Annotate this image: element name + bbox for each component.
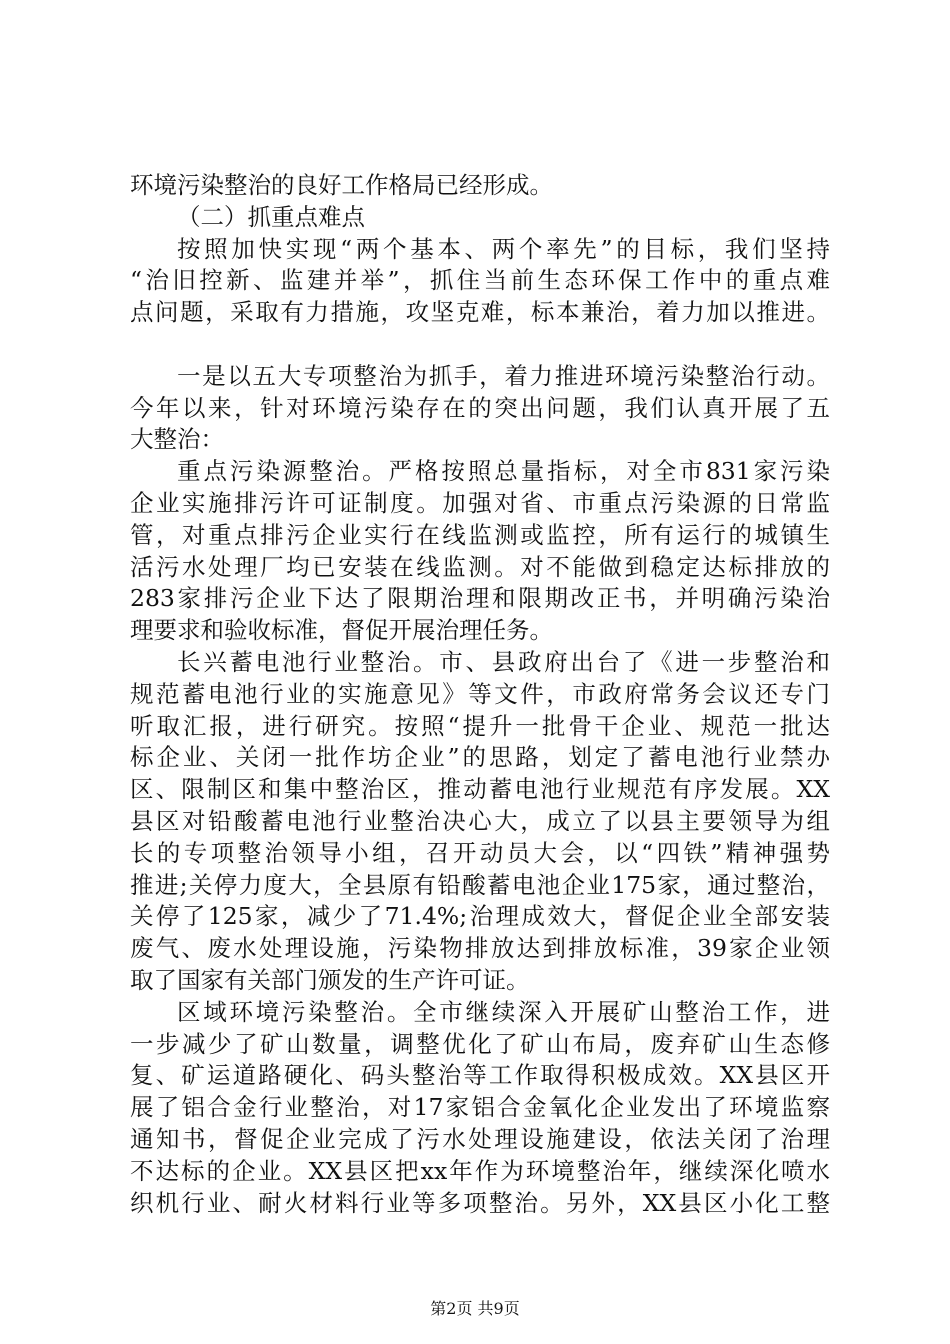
text-line: 通知书，督促企业完成了污水处理设施建设，依法关闭了治理 (130, 1124, 830, 1153)
text-line: 重点污染源整治。严格按照总量指标，对全市831家污染 (177, 457, 830, 486)
text-line: 按照加快实现“两个基本、两个率先”的目标，我们坚持 (177, 234, 830, 263)
text-line: 关停了125家，减少了71.4%;治理成效大，督促企业全部安装 (130, 902, 830, 931)
paragraph-gap (130, 329, 830, 361)
text-line: 县区对铅酸蓄电池行业整治决心大，成立了以县主要领导为组 (130, 806, 830, 835)
document-body (130, 170, 830, 1219)
text-line: 不达标的企业。XX县区把xx年作为环境整治年，继续深化喷水 (130, 1156, 830, 1185)
text-line: 点问题，采取有力措施，攻坚克难，标本兼治，着力加以推进。 (130, 298, 830, 327)
text-line: 长兴蓄电池行业整治。市、县政府出台了《进一步整治和 (177, 647, 830, 676)
text-line: 一步减少了矿山数量，调整优化了矿山布局，废弃矿山生态修 (130, 1029, 830, 1058)
text-line: 规范蓄电池行业的实施意见》等文件，市政府常务会议还专门 (130, 679, 830, 708)
text-line: 标企业、关闭一批作坊企业”的思路，划定了蓄电池行业禁办 (130, 743, 830, 772)
text-line: 283家排污企业下达了限期治理和限期改正书，并明确污染治 (130, 584, 830, 613)
text-line: 一是以五大专项整治为抓手，着力推进环境污染整治行动。 (177, 361, 830, 390)
page-number-footer: 第2页 共9页 (430, 1299, 520, 1318)
text-line: 取了国家有关部门颁发的生产许可证。 (130, 965, 530, 994)
text-line: 环境污染整治的良好工作格局已经形成。 (130, 171, 553, 199)
text-line: 听取汇报，进行研究。按照“提升一批骨干企业、规范一批达 (130, 711, 830, 740)
text-line: 推进;关停力度大，全县原有铅酸蓄电池企业175家，通过整治， (130, 870, 830, 899)
text-line: “治旧控新、监建并举”，抓住当前生态环保工作中的重点难 (130, 266, 830, 295)
text-line: 活污水处理厂均已安装在线监测。对不能做到稳定达标排放的 (130, 552, 830, 581)
section-heading: （二）抓重点难点 (177, 202, 365, 231)
text-line: 展了铝合金行业整治，对17家铝合金氧化企业发出了环境监察 (130, 1093, 830, 1122)
text-line: 今年以来，针对环境污染存在的突出问题，我们认真开展了五 (130, 393, 830, 422)
text-line: 复、矿运道路硬化、码头整治等工作取得积极成效。XX县区开 (130, 1061, 830, 1090)
text-line: 废气、废水处理设施，污染物排放达到排放标准，39家企业领 (130, 934, 830, 963)
text-line: 理要求和验收标准，督促开展治理任务。 (130, 616, 553, 645)
text-line: 长的专项整治领导小组，召开动员大会，以“四铁”精神强势 (130, 838, 830, 867)
text-line: 区域环境污染整治。全市继续深入开展矿山整治工作，进 (177, 997, 830, 1026)
text-line: 织机行业、耐火材料行业等多项整治。另外，XX县区小化工整 (130, 1188, 830, 1217)
text-line: 区、限制区和集中整治区，推动蓄电池行业规范有序发展。XX (130, 775, 830, 804)
text-line: 管，对重点排污企业实行在线监测或监控，所有运行的城镇生 (130, 520, 830, 549)
text-line: 企业实施排污许可证制度。加强对省、市重点污染源的日常监 (130, 488, 830, 517)
text-line: 大整治： (130, 425, 224, 454)
